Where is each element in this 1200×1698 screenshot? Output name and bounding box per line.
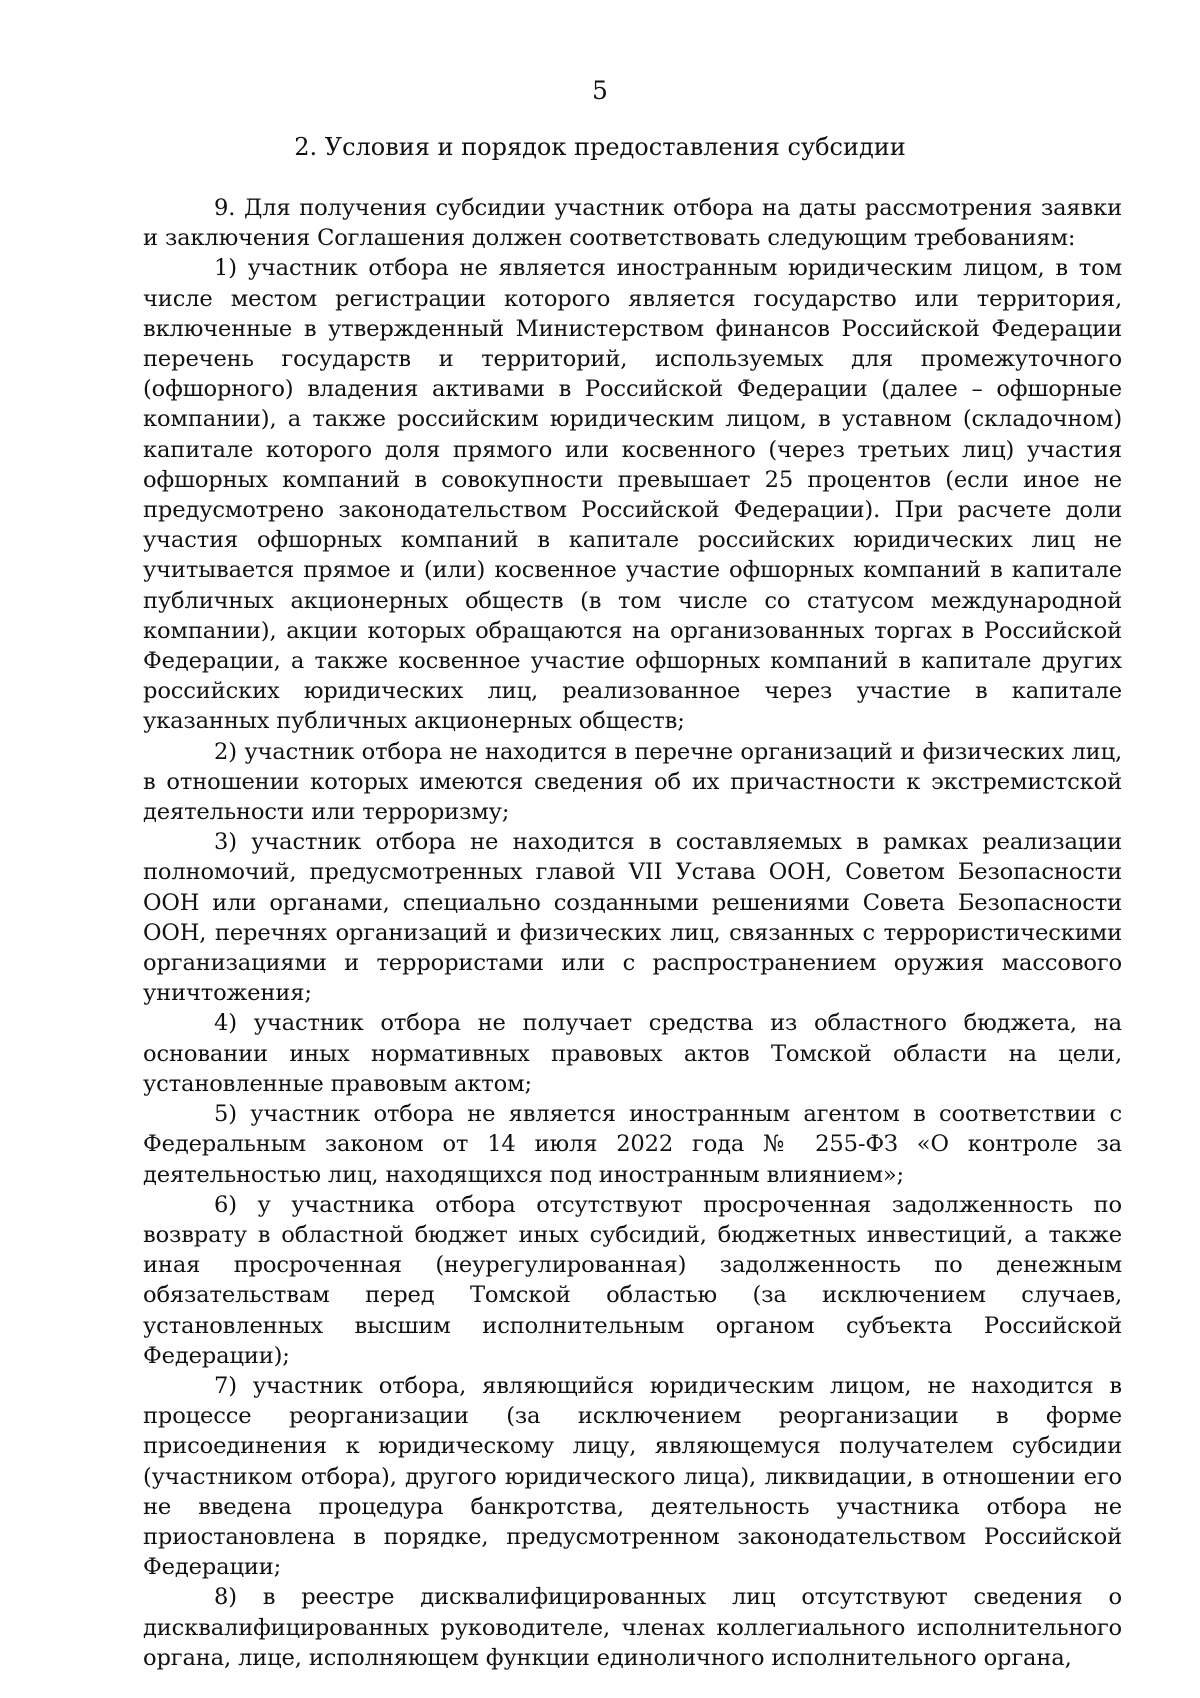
paragraph-item-2: 2) участник отбора не находится в перечне организаций и физических лиц, в отношении которых имеются сведения об их причастности к экстремистской деятельности или терроризму; bbox=[143, 738, 1122, 826]
paragraph-item-8: 8) в реестре дисквалифицированных лиц отсутствуют сведения о дисквалифицированных руководителе, членах коллегиального исполнительного органа, лице, исполняющем функции единоличного исполнительного органа, bbox=[143, 1584, 1122, 1671]
document-body bbox=[143, 193, 1122, 1673]
page-number: 5 bbox=[592, 76, 608, 105]
paragraph-item-1: 1) участник отбора не является иностранным юридическим лицом, в том числе местом регистрации которого является государство или территория, включенные в утвержденный Министерством финансов Российской Федерации перечень государств и территорий, используемых для промежуточного (офшорного) владения активами в Российской Федерации (далее – офшорные компании), а также российским юридическим лицом, в уставном (складочном) капитале которого доля прямого или косвенного (через третьих лиц) участия офшорных компаний в совокупности превышает 25 процентов (если иное не предусмотрено законодательством Российской Федерации). При расчете доли участия офшорных компаний в капитале российских юридических лиц не учитывается прямое и (или) косвенное участие офшорных компаний в капитале публичных акционерных обществ (в том числе со статусом международной компании), акции которых обращаются на организованных торгах в Российской Федерации, а также косвенное участие офшорных компаний в капитале других российских юридических лиц, реализованное через участие в капитале указанных публичных акционерных обществ; bbox=[143, 255, 1122, 735]
paragraph-item-3: 3) участник отбора не находится в составляемых в рамках реализации полномочий, предусмотренных главой VII Устава ООН, Советом Безопасности ООН или органами, специально созданными решениями Совета Безопасности ООН, перечнях организаций и физических лиц, связанных с террористическими организациями и террористами или с распространением оружия массового уничтожения; bbox=[143, 829, 1122, 1007]
paragraph-item-7: 7) участник отбора, являющийся юридическим лицом, не находится в процессе реорганизации (за исключением реорганизации в форме присоединения к юридическому лицу, являющемуся получателем субсидии (участником отбора), другого юридического лица), ликвидации, в отношении его не введена процедура банкротства, деятельность участника отбора не приостановлена в порядке, предусмотренном законодательством Российской Федерации; bbox=[143, 1372, 1122, 1581]
paragraph-item-6: 6) у участника отбора отсутствуют просроченная задолженность по возврату в областной бюджет иных субсидий, бюджетных инвестиций, а также иная просроченная (неурегулированная) задолженность по денежным обязательствам перед Томской областью (за исключением случаев, установленных высшим исполнительным органом субъекта Российской Федерации); bbox=[143, 1191, 1122, 1369]
paragraph-item-4: 4) участник отбора не получает средства из областного бюджета, на основании иных нормативных правовых актов Томской области на цели, установленные правовым актом; bbox=[143, 1010, 1122, 1097]
section-title: 2. Условия и порядок предоставления субсидии bbox=[294, 133, 906, 161]
paragraph-item-5: 5) участник отбора не является иностранным агентом в соответствии с Федеральным законом от 14 июля 2022 года № 255-ФЗ «О контроле за деятельностью лиц, находящихся под иностранным влиянием»; bbox=[143, 1101, 1122, 1188]
paragraph-9-intro: 9. Для получения субсидии участник отбора на даты рассмотрения заявки и заключения Соглашения должен соответствовать следующим требованиям: bbox=[143, 195, 1122, 252]
